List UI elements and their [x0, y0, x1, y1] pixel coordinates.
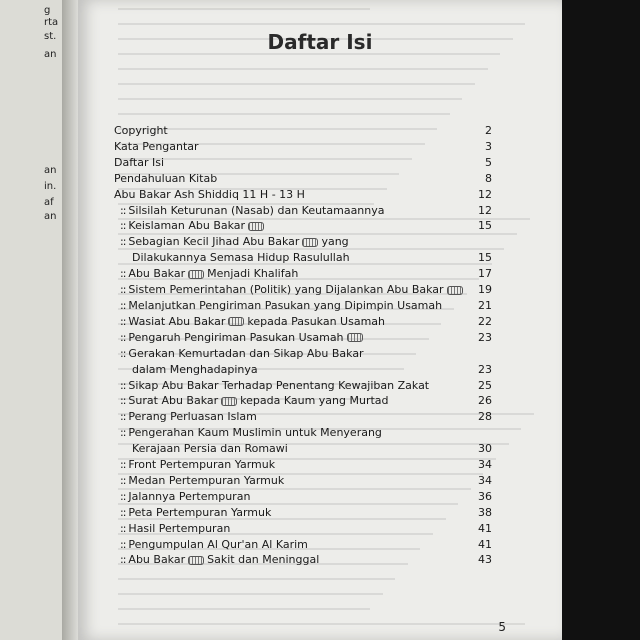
toc-entry: [114, 187, 492, 203]
toc-entry-text: [114, 298, 468, 314]
left-page-text-fragment: an: [44, 211, 57, 222]
toc-entry: [114, 425, 492, 457]
toc-entry-title: Keislaman Abu Bakar: [128, 219, 246, 233]
saw-honorific-icon: [347, 333, 363, 342]
toc-page-number: 36: [478, 489, 492, 503]
saw-honorific-icon: [302, 238, 318, 247]
toc-entry-title: Silsilah Keturunan (Nasab) dan Keutamaannya: [128, 203, 385, 217]
toc-page-number: 28: [478, 410, 492, 424]
toc-entry-second-line: Kerajaan Persia dan Romawi: [132, 442, 288, 456]
toc-entry-title-continued: yang: [321, 235, 349, 249]
toc-page-number: 43: [478, 553, 492, 567]
toc-entry: [114, 378, 492, 394]
toc-bullet: ::: [120, 521, 126, 535]
toc-entry: [114, 346, 492, 378]
toc-entry-title: Pengumpulan Al Qur'an Al Karim: [128, 537, 308, 551]
toc-entry-text: [114, 457, 468, 473]
left-page-text-fragment: an: [44, 165, 57, 176]
toc-entry-title: Surat Abu Bakar: [128, 394, 219, 408]
toc-entry: [114, 505, 492, 521]
toc-entry-text: [114, 537, 468, 553]
saw-honorific-icon: [188, 556, 204, 565]
toc-entry: [114, 298, 492, 314]
book-page: [78, 0, 562, 640]
toc-entry: [114, 155, 492, 171]
toc-page-number: 2: [485, 124, 492, 137]
saw-honorific-icon: [221, 397, 237, 406]
toc-page-number: 26: [478, 394, 492, 408]
toc-entry-title: Front Pertempuran Yarmuk: [128, 458, 276, 472]
toc-page-number: 22: [478, 314, 492, 328]
toc-page-number: 23: [478, 362, 492, 376]
toc-entry-text: [114, 171, 468, 187]
toc-entry-text: [114, 346, 468, 378]
toc-bullet: ::: [120, 298, 126, 312]
saw-honorific-icon: [248, 222, 264, 231]
toc-entry-text: [114, 218, 468, 234]
toc-entry-title: Daftar Isi: [114, 155, 164, 169]
toc-entry-text: [114, 393, 468, 409]
saw-honorific-icon: [447, 286, 463, 295]
toc-entry-title: Gerakan Kemurtadan dan Sikap Abu Bakar: [128, 346, 364, 360]
left-page-text-fragment: g: [44, 5, 51, 16]
page-number: 5: [498, 620, 506, 634]
toc-page-number: 34: [478, 473, 492, 487]
toc-bullet: ::: [120, 426, 126, 440]
toc-bullet: ::: [120, 219, 126, 233]
toc-entry-text: [114, 266, 468, 282]
toc-bullet: ::: [120, 346, 126, 360]
toc-entry-title: Perang Perluasan Islam: [128, 410, 257, 424]
toc-bullet: ::: [120, 378, 126, 392]
toc-entry-title: Jalannya Pertempuran: [128, 489, 251, 503]
page-title: Daftar Isi: [267, 30, 373, 54]
toc-entry: [114, 521, 492, 537]
toc-page-number: 5: [485, 155, 492, 169]
toc-entry-text: [114, 314, 468, 330]
left-page-edge: [0, 0, 70, 640]
toc-bullet: ::: [120, 553, 126, 567]
toc-entry: [114, 203, 492, 219]
toc-page-number: 3: [485, 139, 492, 153]
toc-entry-text: [114, 378, 468, 394]
toc-entry-text: [114, 425, 468, 457]
toc-page-number: 25: [478, 378, 492, 392]
toc-entry: [114, 473, 492, 489]
toc-entry: [114, 330, 492, 346]
toc-bullet: ::: [120, 394, 126, 408]
toc-page-number: 8: [485, 171, 492, 185]
toc-bullet: ::: [120, 473, 126, 487]
toc-entry-text: [114, 187, 468, 203]
toc-entry: [114, 409, 492, 425]
saw-honorific-icon: [228, 317, 244, 326]
toc-entry-title: Medan Pertempuran Yarmuk: [128, 473, 285, 487]
table-of-contents: [114, 123, 492, 568]
toc-entry-title: Copyright: [114, 124, 168, 137]
toc-bullet: ::: [120, 235, 126, 249]
toc-page-number: 30: [478, 442, 492, 456]
toc-page-number: 41: [478, 521, 492, 535]
toc-entry: [114, 457, 492, 473]
toc-page-number: 21: [478, 298, 492, 312]
toc-bullet: ::: [120, 410, 126, 424]
toc-entry-title-continued: kepada Pasukan Usamah: [247, 314, 385, 328]
saw-honorific-icon: [188, 270, 204, 279]
toc-entry: [114, 123, 492, 139]
toc-page-number: 15: [478, 251, 492, 265]
toc-page-number: 15: [478, 219, 492, 233]
toc-bullet: ::: [120, 330, 126, 344]
toc-entry-text: [114, 521, 468, 537]
toc-entry: [114, 314, 492, 330]
toc-entry-second-line: Dilakukannya Semasa Hidup Rasulullah: [132, 251, 350, 265]
toc-entry-text: [114, 505, 468, 521]
toc-bullet: ::: [120, 505, 126, 519]
toc-entry-text: [114, 234, 468, 266]
toc-entry: [114, 139, 492, 155]
toc-entry: [114, 218, 492, 234]
toc-bullet: ::: [120, 283, 126, 297]
toc-bullet: ::: [120, 489, 126, 503]
toc-entry-title: Pengerahan Kaum Muslimin untuk Menyerang: [128, 426, 382, 440]
toc-page-number: 41: [478, 537, 492, 551]
toc-entry-title-continued: Sakit dan Meninggal: [207, 553, 320, 567]
left-page-text-fragment: st.: [44, 31, 57, 42]
toc-entry-title-continued: kepada Kaum yang Murtad: [240, 394, 389, 408]
toc-entry-second-line: dalam Menghadapinya: [132, 362, 258, 376]
toc-bullet: ::: [120, 314, 126, 328]
toc-entry-text: [114, 552, 468, 568]
toc-entry-title: Kata Pengantar: [114, 139, 199, 153]
toc-page-number: 12: [478, 187, 492, 201]
toc-entry: [114, 266, 492, 282]
toc-page-number: 34: [478, 458, 492, 472]
toc-entry: [114, 234, 492, 266]
left-page-text-fragment: rta: [44, 17, 59, 28]
toc-entry-title: Sebagian Kecil Jihad Abu Bakar: [128, 235, 300, 249]
toc-entry-title-continued: Menjadi Khalifah: [207, 267, 299, 281]
toc-entry: [114, 393, 492, 409]
toc-entry-title: Pengaruh Pengiriman Pasukan Usamah: [128, 330, 344, 344]
toc-entry: [114, 537, 492, 553]
toc-bullet: ::: [120, 458, 126, 472]
toc-entry-title: Sistem Pemerintahan (Politik) yang Dijalankan Abu Bakar: [128, 283, 444, 297]
toc-entry-title: Pendahuluan Kitab: [114, 171, 218, 185]
toc-entry-title: Sikap Abu Bakar Terhadap Penentang Kewajiban Zakat: [128, 378, 430, 392]
background-edge: [562, 0, 640, 640]
toc-entry-title: Abu Bakar: [128, 553, 186, 567]
toc-page-number: 19: [478, 283, 492, 297]
toc-entry: [114, 171, 492, 187]
left-page-text-fragment: in.: [44, 181, 57, 192]
toc-entry-text: [114, 155, 468, 171]
toc-entry: [114, 489, 492, 505]
toc-entry-title: Peta Pertempuran Yarmuk: [128, 505, 272, 519]
toc-entry-title: Wasiat Abu Bakar: [128, 314, 226, 328]
toc-entry-text: [114, 489, 468, 505]
toc-entry-text: [114, 123, 468, 139]
toc-entry-text: [114, 139, 468, 155]
left-page-text-fragment: an: [44, 49, 57, 60]
toc-entry: [114, 552, 492, 568]
toc-entry: [114, 282, 492, 298]
toc-page-number: 38: [478, 505, 492, 519]
toc-entry-text: [114, 203, 468, 219]
toc-entry-title: Abu Bakar Ash Shiddiq 11 H - 13 H: [114, 187, 305, 201]
left-page-text-fragment: af: [44, 197, 54, 208]
toc-bullet: ::: [120, 267, 126, 281]
toc-bullet: ::: [120, 203, 126, 217]
toc-entry-title: Hasil Pertempuran: [128, 521, 231, 535]
toc-entry-title: Abu Bakar: [128, 267, 186, 281]
toc-entry-text: [114, 282, 468, 298]
toc-entry-text: [114, 330, 468, 346]
toc-page-number: 17: [478, 267, 492, 281]
toc-entry-text: [114, 409, 468, 425]
toc-page-number: 12: [478, 203, 492, 217]
toc-entry-title: Melanjutkan Pengiriman Pasukan yang Dipimpin Usamah: [128, 298, 443, 312]
toc-bullet: ::: [120, 537, 126, 551]
toc-entry-text: [114, 473, 468, 489]
toc-page-number: 23: [478, 330, 492, 344]
